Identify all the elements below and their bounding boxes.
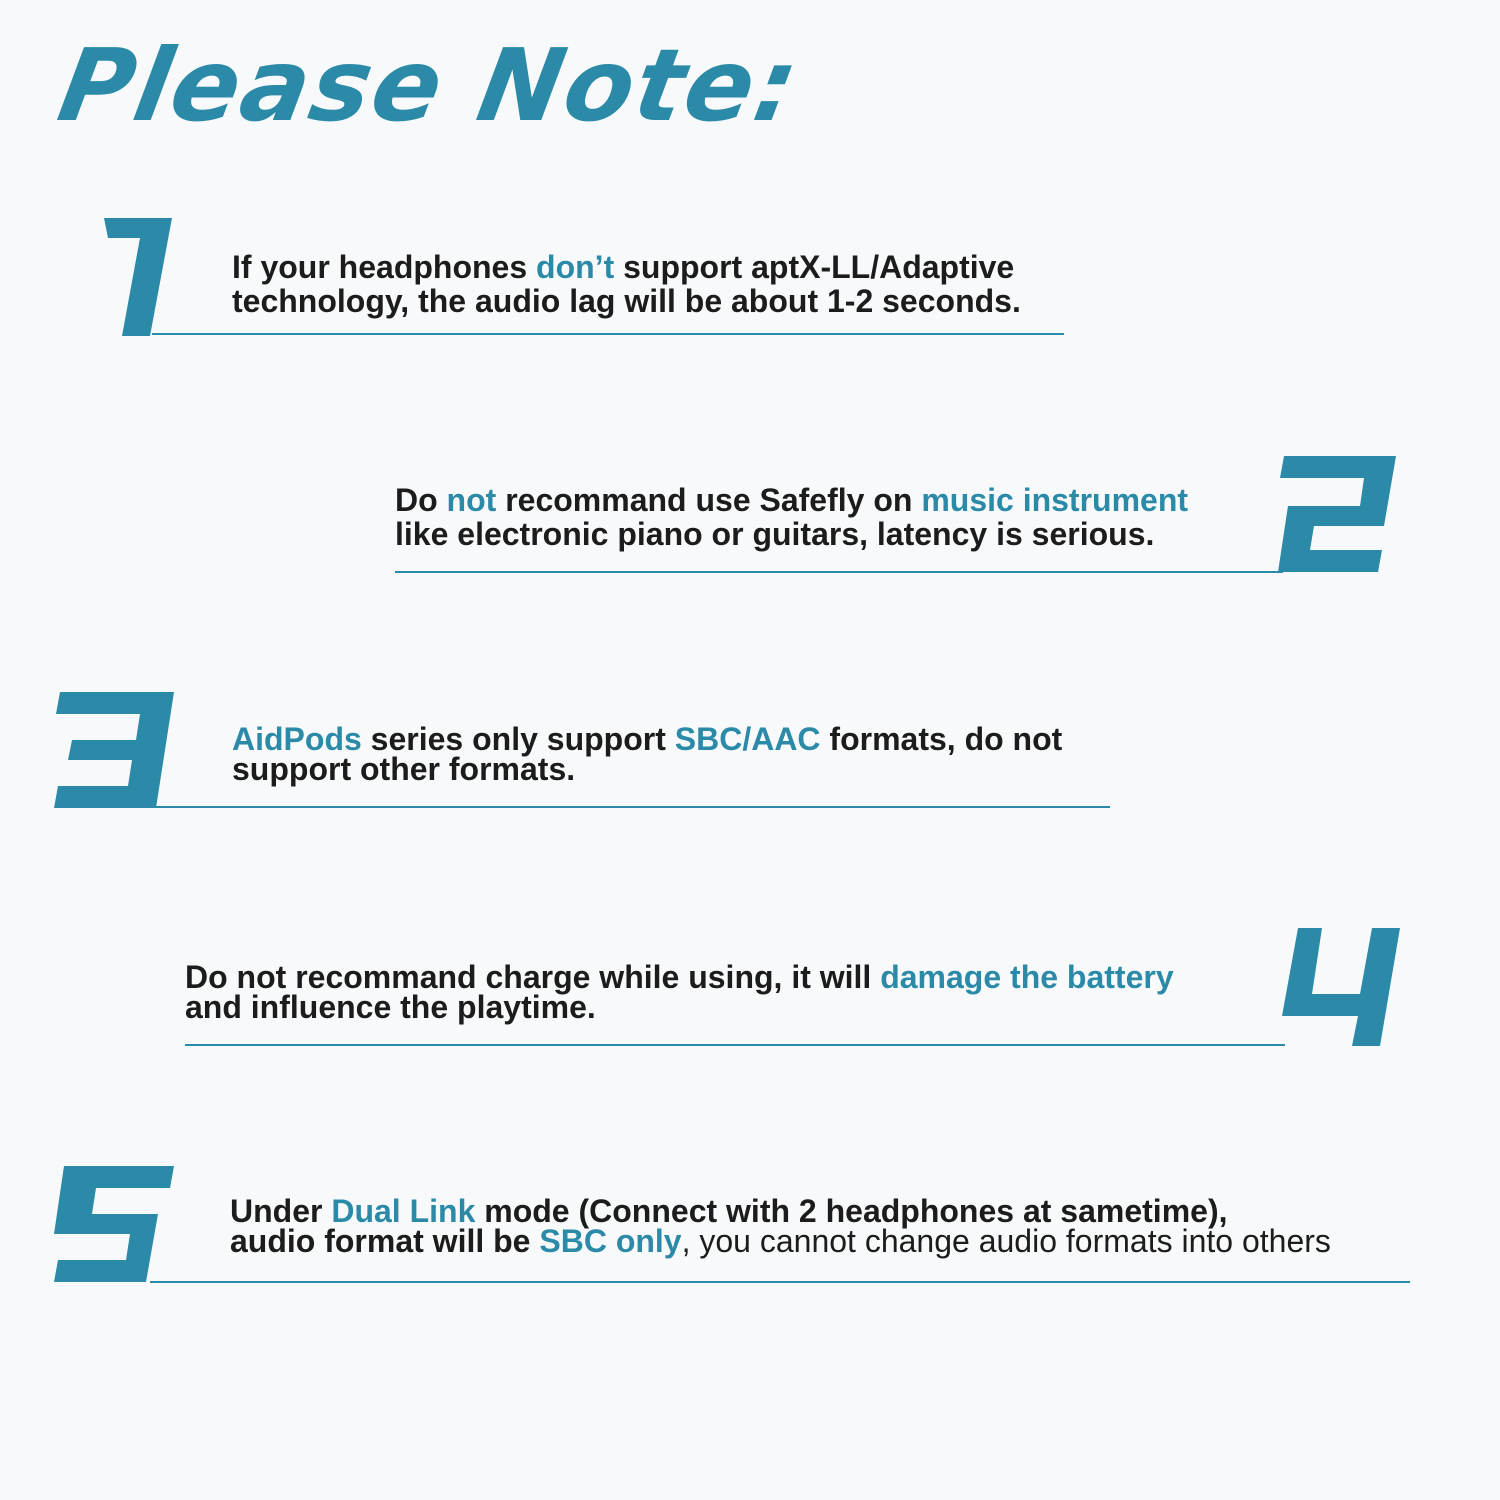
note-1-line-2: technology, the audio lag will be about 1-2 seconds. bbox=[232, 283, 1021, 319]
note-4-text bbox=[185, 959, 1174, 1025]
note-4-line-2: and influence the playtime. bbox=[185, 989, 596, 1025]
highlight-not: not bbox=[446, 482, 497, 518]
number-2-glyph bbox=[1278, 454, 1400, 574]
note-5-line-2: audio format will be SBC only, you cannot change audio formats into others bbox=[230, 1223, 1331, 1259]
note-1-text bbox=[232, 250, 1021, 318]
number-3-glyph bbox=[54, 690, 178, 810]
note-3-divider bbox=[150, 806, 1110, 808]
highlight-music-instrument: music instrument bbox=[921, 482, 1189, 518]
highlight-dual-link: Dual Link bbox=[331, 1193, 476, 1229]
note-3-line-1: AidPods series only support SBC/AAC formats, do not bbox=[232, 721, 1063, 757]
highlight-aidpods: AidPods bbox=[232, 721, 362, 757]
note-2-divider bbox=[395, 571, 1283, 573]
note-2-line-1: Do not recommand use Safefly on music instrument bbox=[395, 482, 1189, 518]
note-1-line-1: If your headphones don’t support aptX-LL/Adaptive bbox=[232, 249, 1015, 285]
note-1-divider bbox=[152, 333, 1064, 335]
note-5-divider bbox=[150, 1281, 1410, 1283]
note-4-line-1: Do not recommand charge while using, it will damage the battery bbox=[185, 959, 1174, 995]
note-2-line-2: like electronic piano or guitars, latency is serious. bbox=[395, 516, 1155, 552]
number-4-glyph bbox=[1282, 926, 1402, 1048]
highlight-dont: don’t bbox=[536, 249, 615, 285]
number-1-glyph bbox=[100, 216, 180, 338]
highlight-sbc-only: SBC only bbox=[539, 1223, 682, 1259]
number-5-glyph bbox=[54, 1164, 178, 1284]
highlight-sbc-aac: SBC/AAC bbox=[674, 721, 821, 757]
page-title: Please Note: bbox=[50, 27, 809, 144]
note-2-text bbox=[395, 483, 1188, 551]
note-4-divider bbox=[185, 1044, 1285, 1046]
note-3-text bbox=[232, 721, 1063, 787]
note-3-line-2: support other formats. bbox=[232, 751, 576, 787]
note-5-text bbox=[230, 1193, 1331, 1259]
highlight-damage-the-battery: damage the battery bbox=[880, 959, 1174, 995]
note-5-line-1: Under Dual Link mode (Connect with 2 headphones at sametime), bbox=[230, 1193, 1228, 1229]
